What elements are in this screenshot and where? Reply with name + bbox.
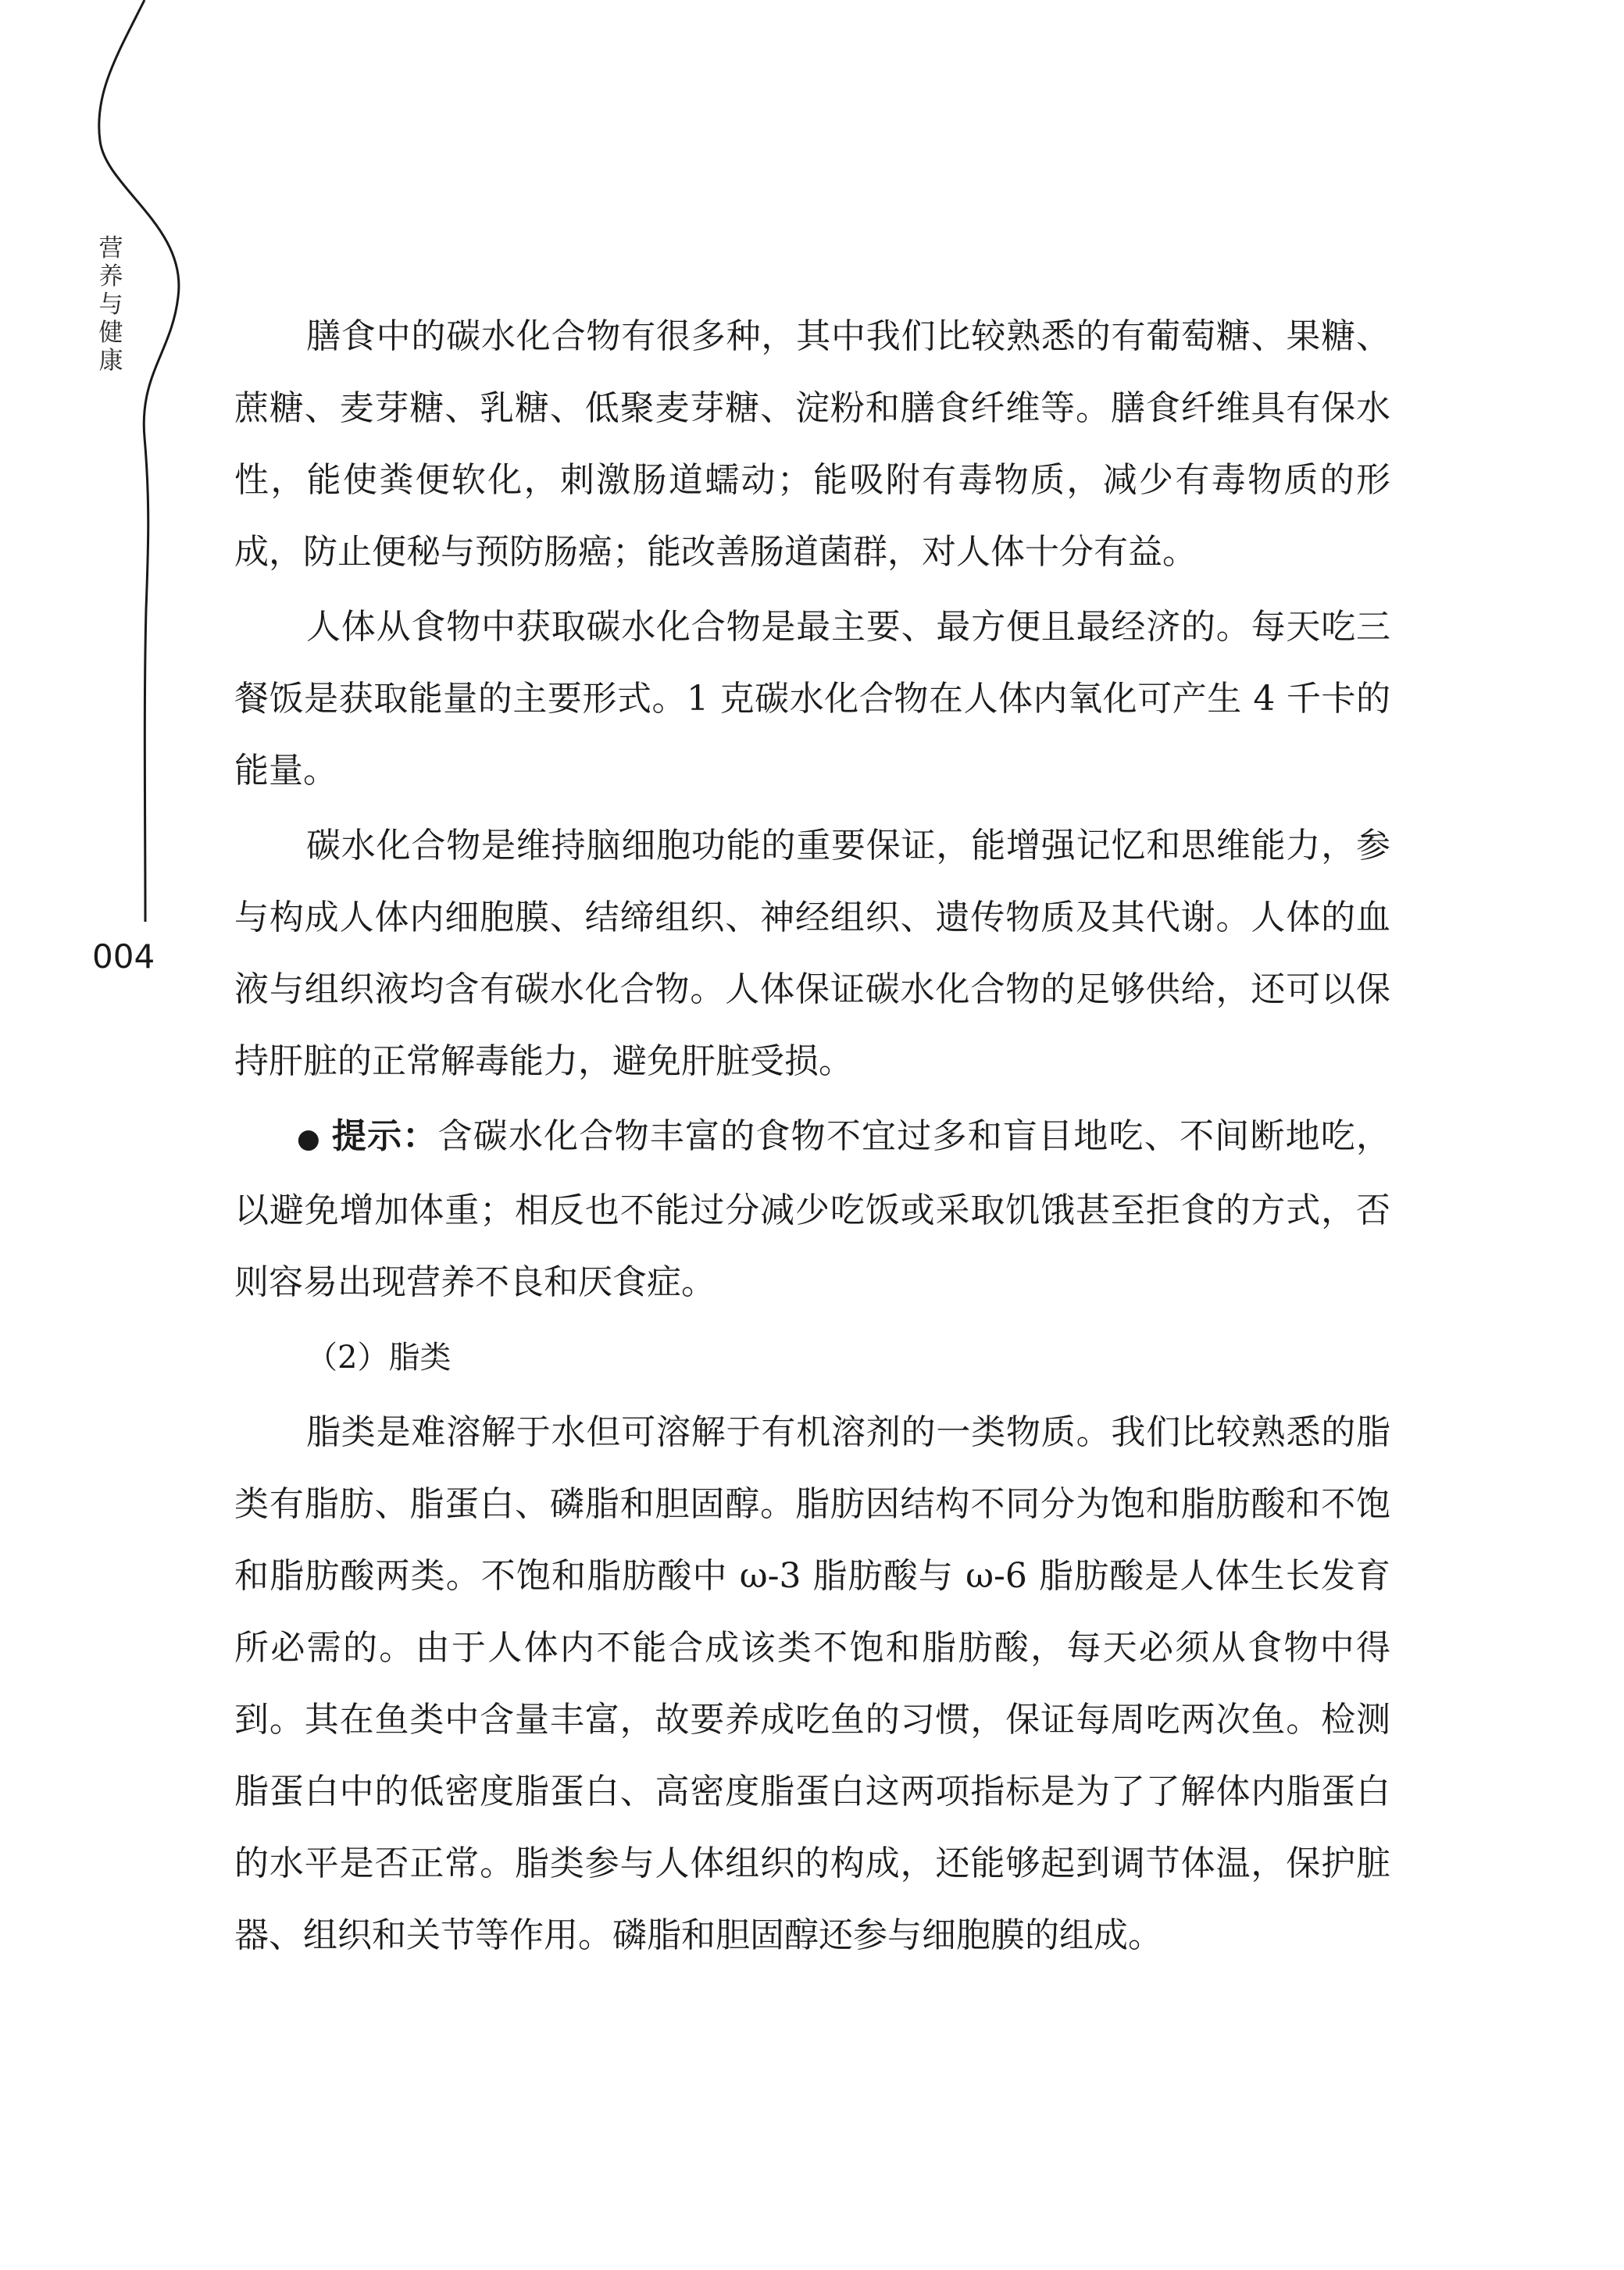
running-title-char: 康 (98, 347, 123, 375)
body-text (234, 301, 1390, 1975)
paragraph-carbohydrate-energy: 人体从食物中获取碳水化合物是最主要、最方便且最经济的。每天吃三餐饭是获取能量的主要形式。1 克碳水化合物在人体内氧化可产生 4 千卡的能量。 (234, 607, 1390, 791)
bullet-icon: ● (297, 1123, 321, 1155)
section-heading-lipids: （2）脂类 (306, 1340, 452, 1376)
paragraph-carbohydrate-types: 膳食中的碳水化合物有很多种，其中我们比较熟悉的有葡萄糖、果糖、蔗糖、麦芽糖、乳糖、低聚麦芽糖、淀粉和膳食纤维等。膳食纤维具有保水性，能使粪便软化，刺激肠道蠕动；能吸附有毒物质，减少有毒物质的形成，防止便秘与预防肠癌；能改善肠道菌群，对人体十分有益。 (234, 316, 1390, 572)
decorative-curve (0, 0, 203, 961)
running-title-char: 与 (98, 291, 123, 319)
tip-label: 提示： (331, 1116, 438, 1156)
paragraph-carbohydrate-function: 碳水化合物是维持脑细胞功能的重要保证，能增强记忆和思维能力，参与构成人体内细胞膜、结缔组织、神经组织、遗传物质及其代谢。人体的血液与组织液均含有碳水化合物。人体保证碳水化合物的足够供给，还可以保持肝脏的正常解毒能力，避免肝脏受损。 (234, 826, 1390, 1081)
running-title-char: 营 (98, 234, 123, 262)
page-number: 004 (92, 937, 155, 976)
tip-paragraph (234, 1101, 1390, 1319)
tip-text: 含碳水化合物丰富的食物不宜过多和盲目地吃、不间断地吃，以避免增加体重；相反也不能过分减少吃饭或采取饥饿甚至拒食的方式，否则容易出现营养不良和厌食症。 (234, 1116, 1391, 1302)
running-title-char: 养 (98, 262, 123, 291)
running-title (95, 234, 127, 375)
running-title-char: 健 (98, 319, 123, 347)
paragraph-lipids: 脂类是难溶解于水但可溶解于有机溶剂的一类物质。我们比较熟悉的脂类有脂肪、脂蛋白、磷脂和胆固醇。脂肪因结构不同分为饱和脂肪酸和不饱和脂肪酸两类。不饱和脂肪酸中 ω-3 脂肪酸与 ω-6 脂肪酸是人体生长发育所必需的。由于人体内不能合成该类不饱和脂肪酸，每天必须从食物中得到。其在鱼类中含量丰富，故要养成吃鱼的习惯，保证每周吃两次鱼。检测脂蛋白中的低密度脂蛋白、高密度脂蛋白这两项指标是为了了解体内脂蛋白的水平是否正常。脂类参与人体组织的构成，还能够起到调节体温，保护脏器、组织和关节等作用。磷脂和胆固醇还参与细胞膜的组成。 (234, 1412, 1390, 1955)
